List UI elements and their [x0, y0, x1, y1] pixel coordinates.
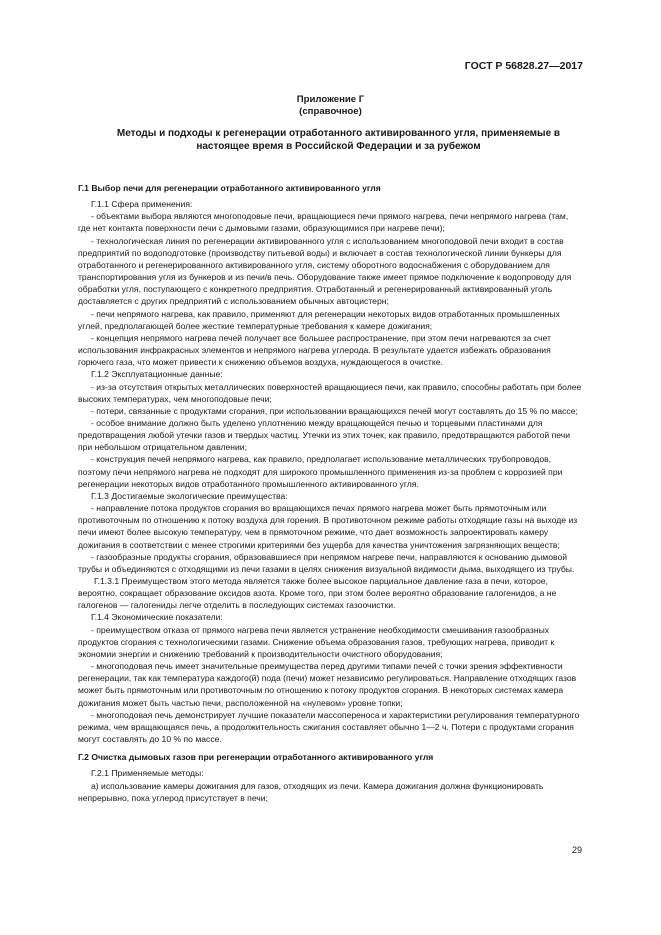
paragraph: Г.1.3 Достигаемые экологические преимущества: — [91, 490, 288, 501]
paragraph: - многоподовая печь демонстрирует лучшие показатели массопереноса и характеристики регулирования температурного режима, чем вращающаяся печь, а продолжительность сжигания составляет обычно 1—2 ч. Потери с продуктами сгорания могут составлять до 10 % по массе. — [78, 709, 580, 745]
paragraph: Г.2.1 Применяемые методы: — [91, 768, 204, 779]
document-code: ГОСТ Р 56828.27—2017 — [464, 60, 583, 72]
paragraph: - газообразные продукты сгорания, образовавшиеся при непрямом нагреве печи, направляются к основанию дымовой трубы и объединяются с отходящими из печи газами в целях снижения визуальной видимости дыма, выходящего из трубы. — [78, 551, 575, 574]
paragraph: - преимуществом отказа от прямого нагрева печи является устранение необходимости смешивания газообразных продуктов сгорания с технологическими газами. Снижение объема образования газов, требующих нагрева, приводит к экономии энергии и снижению требований к производительности очистного оборудования; — [78, 624, 555, 659]
paragraph: Г.1.1 Сфера применения: — [91, 199, 193, 210]
annex-title: Приложение Г — [296, 94, 365, 105]
section-heading: Г.1 Выбор печи для регенерации отработанного активированного угля — [78, 183, 381, 193]
title-line: настоящее время в Российской Федерации и за рубежом — [196, 141, 481, 152]
paragraph: Г.1.3.1 Преимуществом этого метода является также более высокое парциальное давление газа в печи, которое, вероятно, сокращает образование оксидов азота. Кроме того, при этом более вероятно образование галогенидов, а не галогенов — галогениды легче отделить в последующих системах газоочистки. — [78, 576, 557, 611]
paragraph: - из-за отсутствия открытых металлических поверхностей вращающиеся печи, как правило, способны работать при более высоких температурах, чем многоподовые печи; — [78, 381, 582, 404]
annex-heading — [0, 94, 661, 117]
paragraph: - особое внимание должно быть уделено уплотнению между вращающейся печью и торцевыми пластинами для предотвращения любой утечки газов и твердых частиц. Утечки из этих точек, как правило, предотвращаются работой печи при небольшом отрицательном давлении; — [78, 417, 571, 453]
paragraph: Г.1.4 Экономические показатели: — [91, 612, 223, 623]
paragraph: а) использование камеры дожигания для газов, отходящих из печи. Камера дожигания должна функционировать непрерывно, пока углерод присутствует в печи; — [78, 780, 544, 803]
section-heading: Г.2 Очистка дымовых газов при регенерации отработанного активированного угля — [78, 752, 434, 763]
paragraph: Г.1.2 Эксплуатационные данные: — [91, 369, 223, 380]
page-number: 29 — [571, 845, 582, 855]
paragraph: - объектами выбора являются многоподовые печи, вращающиеся печи прямого нагрева, печи непрямого нагрева (там, где нет контакта поверхности печи с дымовыми газами, образующимися при нагреве печи); — [78, 211, 569, 234]
paragraph: - конструкция печей непрямого нагрева, как правило, предполагает использование металлических трубопроводов, поэтому печи непрямого нагрева не подходят для широкого промышленного применения из-за проблем с коррозией при регенерации некоторых видов отработанного промышленного активированного угля. — [78, 454, 563, 489]
paragraph: - направление потока продуктов сгорания во вращающихся печах прямого нагрева может быть прямоточным или противоточным по отношению к потоку воздуха для горения. В противоточном режиме работы отходящие газы на выходе из печи имеют более высокую температуру, чем в прямоточном режиме, что дает возможность запроектировать камеру дожигания в соответствии с менее строгими критериями без ущерба для качества уничтожения загрязняющих веществ; — [78, 503, 578, 550]
paragraph: - потери, связанные с продуктами сгорания, при использовании вращающихся печей могут составлять до 15 % по массе; — [91, 405, 578, 416]
document-body — [78, 182, 583, 804]
paragraph: - многоподовая печь имеет значительные преимущества перед другими типами печей с точки зрения эффективности регенерации, так как температура каждого(й) пода (печи) может независимо регулироваться. Направление отходящих газов может быть прямоточным или противоточным по отношению к потоку продуктов сгорания. В некоторых системах камера дожигания может быть частью печи, расположенной на «нулевом» уровне топки; — [78, 661, 577, 708]
annex-note: (справочное) — [299, 105, 362, 117]
document-title — [86, 127, 591, 153]
title-line: Методы и подходы к регенерации отработанного активированного угля, применяемые в — [116, 128, 561, 139]
paragraph: - технологическая линия по регенерации активированного угля с использованием многоподовой печи входит в состав предприятий по водоподготовке (производству питьевой воды) и включает в состав технологической линии бункеры для отработанного и регенерированного активированного угля, систему оборотного водоснабжения с оборудованием для транспортирования угля из бункеров и из печи/в печь. Оборудование также имеет прямое подключение к водопроводу для обработки угля, поступающего с конкретного предприятия. Отработанный и регенерированный активированный уголь доставляется с других предприятий с использованием обычных автоцистерн; — [78, 235, 572, 307]
paragraph: - печи непрямого нагрева, как правило, применяют для регенерации некоторых видов отработанных промышленных углей, предполагающей более жесткие температурные требования к камере дожигания; — [78, 308, 560, 331]
paragraph: - концепция непрямого нагрева печей получает все большее распространение, при этом печи нагреваются за счет использования инфракрасных элементов и непрямого нагрева углерода. В результате удается избежать образования горючего газа, что может привести к снижению объемов воздуха, нуждающегося в очистке. — [78, 332, 551, 368]
